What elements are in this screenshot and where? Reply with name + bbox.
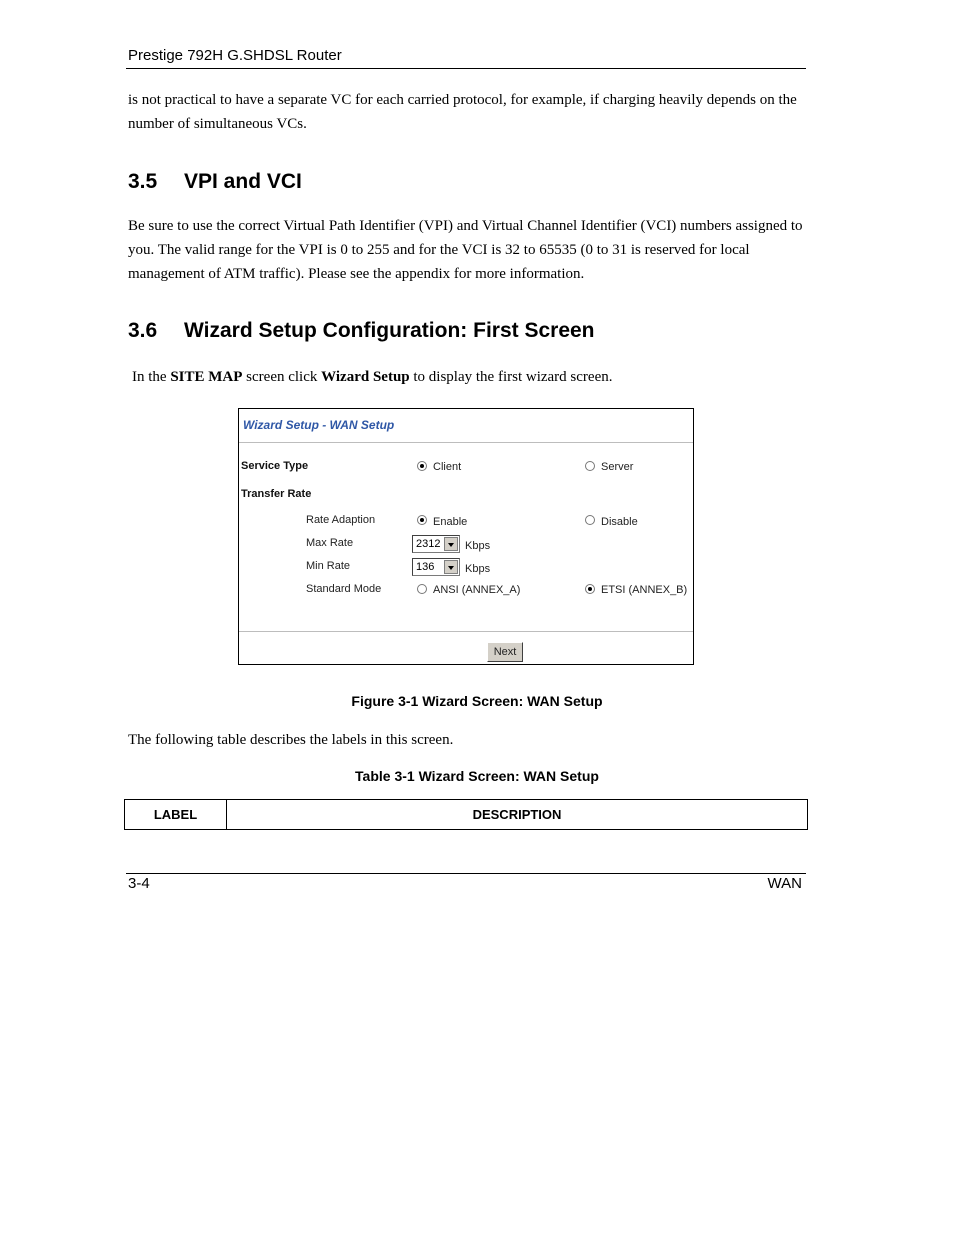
client-label: Client bbox=[433, 461, 462, 473]
wizard-title: Wizard Setup - WAN Setup bbox=[243, 418, 395, 432]
section-number: 3.6 bbox=[128, 319, 158, 342]
running-header: Prestige 792H G.SHDSL Router bbox=[128, 47, 342, 64]
disable-radio[interactable] bbox=[585, 515, 595, 525]
min-rate-label: Min Rate bbox=[306, 560, 351, 572]
section-number: 3.5 bbox=[128, 170, 158, 193]
section-heading-3-5 bbox=[128, 170, 302, 194]
min-rate-unit: Kbps bbox=[465, 563, 491, 575]
standard-mode-label: Standard Mode bbox=[306, 583, 382, 595]
chevron-down-icon[interactable] bbox=[444, 560, 458, 574]
page-number: 3-4 bbox=[128, 875, 150, 892]
table-header-label: LABEL bbox=[125, 800, 227, 829]
footer-rule bbox=[126, 873, 806, 874]
header-rule bbox=[126, 68, 806, 69]
section-heading-3-6 bbox=[128, 319, 595, 343]
service-type-label: Service Type bbox=[241, 460, 309, 472]
ansi-label: ANSI (ANNEX_A) bbox=[433, 584, 521, 596]
ansi-radio[interactable] bbox=[417, 584, 427, 594]
labels-table bbox=[124, 799, 808, 830]
vpi-vci-paragraph: Be sure to use the correct Virtual Path Identifier (VPI) and Virtual Channel Identifier (VCI) numbers assigned to you. The valid range for the VPI is 0 to 255 and for the VCI is 32 to 65535 (0 to 31 is reserved for local management of ATM traffic). Please see the appendix for more information. bbox=[128, 218, 803, 282]
enable-radio[interactable] bbox=[417, 515, 427, 525]
disable-label: Disable bbox=[601, 516, 638, 528]
max-rate-unit: Kbps bbox=[465, 540, 491, 552]
wizard-setup-term: Wizard Setup bbox=[321, 369, 410, 385]
text-run: to display the first wizard screen. bbox=[409, 369, 613, 385]
wizard-intro-paragraph bbox=[132, 365, 812, 389]
etsi-radio[interactable] bbox=[585, 584, 595, 594]
table-caption: Table 3-1 Wizard Screen: WAN Setup bbox=[355, 768, 599, 784]
table-intro: The following table describes the labels in this screen. bbox=[128, 732, 454, 748]
rate-adaption-label: Rate Adaption bbox=[306, 514, 376, 526]
wizard-title-rule bbox=[239, 442, 693, 443]
section-title: VPI and VCI bbox=[184, 170, 302, 193]
chapter-name: WAN bbox=[767, 875, 802, 892]
min-rate-select[interactable] bbox=[412, 558, 460, 576]
chevron-down-icon[interactable] bbox=[444, 537, 458, 551]
intro-paragraph: is not practical to have a separate VC for each carried protocol, for example, if charging heavily depends on the number of simultaneous VCs. bbox=[128, 92, 797, 132]
server-label: Server bbox=[601, 461, 634, 473]
max-rate-select[interactable] bbox=[412, 535, 460, 553]
wizard-screenshot bbox=[238, 408, 694, 665]
min-rate-value: 136 bbox=[416, 561, 435, 573]
max-rate-label: Max Rate bbox=[306, 537, 354, 549]
figure-caption: Figure 3-1 Wizard Screen: WAN Setup bbox=[351, 693, 603, 709]
wizard-bottom-rule bbox=[239, 631, 693, 632]
section-title: Wizard Setup Configuration: First Screen bbox=[184, 319, 595, 342]
text-run: In the bbox=[132, 369, 171, 385]
next-button[interactable]: Next bbox=[487, 642, 523, 662]
transfer-rate-label: Transfer Rate bbox=[241, 488, 312, 500]
etsi-label: ETSI (ANNEX_B) bbox=[601, 584, 688, 596]
site-map-term: SITE MAP bbox=[170, 369, 243, 385]
text-run: screen click bbox=[242, 369, 322, 385]
enable-label: Enable bbox=[433, 516, 468, 528]
table-header-description: DESCRIPTION bbox=[472, 807, 562, 822]
client-radio[interactable] bbox=[417, 461, 427, 471]
max-rate-value: 2312 bbox=[416, 538, 441, 550]
server-radio[interactable] bbox=[585, 461, 595, 471]
